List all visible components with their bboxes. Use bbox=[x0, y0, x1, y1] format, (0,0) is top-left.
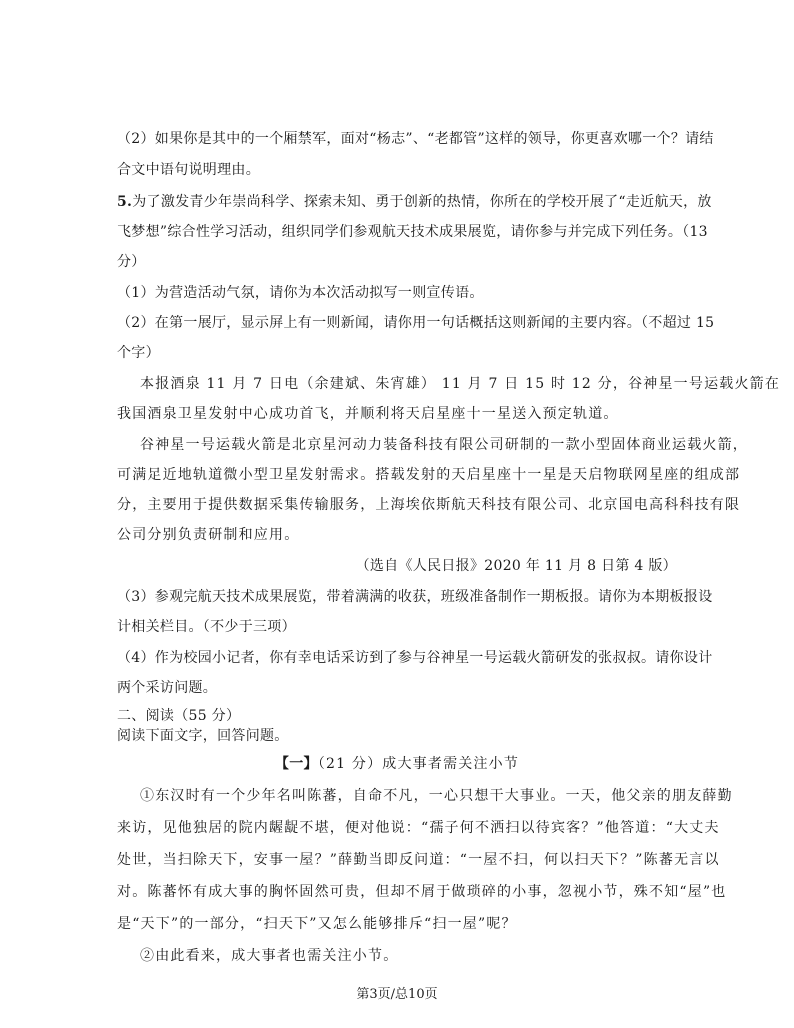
news-p1-line-1: 本报酒泉 11 月 7 日电（余建斌、朱宵雄） 11 月 7 日 15 时 12 分，谷神星一号运载火箭在 bbox=[140, 376, 781, 392]
q5-task-2-line-1: （2）在第一展厅，显示屏上有一则新闻，请你用一句话概括这则新闻的主要内容。（不超过 15 bbox=[117, 315, 715, 331]
passage-p1-line-5: 是“天下”的一部分，“扫天下”又怎么能够排斥“扫一屋”呢？ bbox=[117, 916, 517, 932]
q4-2-line-1: （2）如果你是其中的一个厢禁军，面对“杨志”、“老都管”这样的领导，你更喜欢哪一个？请结 bbox=[117, 131, 714, 147]
passage-p2: ②由此看来，成大事者也需关注小节。 bbox=[140, 948, 399, 964]
news-p2-line-2: 可满足近地轨道微小型卫星发射需求。搭载发射的天启星座十一星是天启物联网星座的组成部 bbox=[117, 467, 741, 483]
q5-text-1: 为了激发青少年崇尚科学、探索未知、勇于创新的热情，你所在的学校开展了“走近航天，放 bbox=[132, 194, 712, 210]
news-p1-line-2: 我国酒泉卫星发射中心成功首飞，并顺利将天启星座十一星送入预定轨道。 bbox=[117, 406, 619, 422]
q5-line-2: 飞梦想”综合性学习活动，组织同学们参观航天技术成果展览，请你参与并完成下列任务。（13 bbox=[117, 224, 708, 240]
q5-line-1 bbox=[117, 192, 712, 212]
q5-task-4-line-1: （4）作为校园小记者，你有幸电话采访到了参与谷神星一号运载火箭研发的张叔叔。请你设计 bbox=[117, 650, 713, 666]
reading-heading: 二、阅读（55 分） bbox=[117, 708, 241, 724]
news-source: （选自《人民日报》2020 年 11 月 8 日第 4 版） bbox=[355, 558, 677, 574]
q4-2-line-2: 合文中语句说明理由。 bbox=[117, 162, 260, 178]
reading-intro: 阅读下面文字，回答问题。 bbox=[117, 728, 289, 744]
passage-p1-line-4: 对。陈蕃怀有成大事的胸怀固然可贵，但却不屑于做琐碎的小事，忽视小节，殊不知“屋”也 bbox=[117, 884, 727, 900]
passage-p1-line-1: ①东汉时有一个少年名叫陈蕃，自命不凡，一心只想干大事业。一天，他父亲的朋友薛勤 bbox=[140, 788, 733, 804]
passage-title-bracket: 【一】 bbox=[274, 756, 318, 772]
q5-task-2-line-2: 个字） bbox=[117, 345, 160, 361]
passage-title bbox=[0, 754, 794, 774]
q5-task-3-line-2: 计相关栏目。（不少于三项） bbox=[117, 619, 296, 635]
q5-line-3: 分） bbox=[117, 254, 146, 270]
passage-title-text: （21 分）成大事者需关注小节 bbox=[317, 756, 520, 772]
passage-p1-line-2: 来访，见他独居的院内龌龊不堪，便对他说：“孺子何不洒扫以待宾客？”他答道：“大丈夫 bbox=[117, 820, 720, 836]
q5-task-1: （1）为营造活动气氛，请你为本次活动拟写一则宣传语。 bbox=[117, 285, 484, 301]
passage-p1-line-3: 处世，当扫除天下，安事一屋？”薛勤当即反问道：“一屋不扫，何以扫天下？”陈蕃无言以 bbox=[117, 852, 720, 868]
q5-task-3-line-1: （3）参观完航天技术成果展览，带着满满的收获，班级准备制作一期板报。请你为本期板报设 bbox=[117, 589, 713, 605]
news-p2-line-3: 分，主要用于提供数据采集传输服务，上海埃依斯航天科技有限公司、北京国电高科科技有限 bbox=[117, 497, 741, 513]
page-footer: 第3页/总10页 bbox=[356, 987, 438, 1002]
q5-number: 5. bbox=[117, 194, 133, 210]
q5-task-4-line-2: 两个采访问题。 bbox=[117, 680, 218, 696]
news-p2-line-4: 公司分别负责研制和应用。 bbox=[117, 527, 300, 543]
news-p2-line-1: 谷神星一号运载火箭是北京星河动力装备科技有限公司研制的一款小型固体商业运载火箭， bbox=[140, 437, 748, 453]
